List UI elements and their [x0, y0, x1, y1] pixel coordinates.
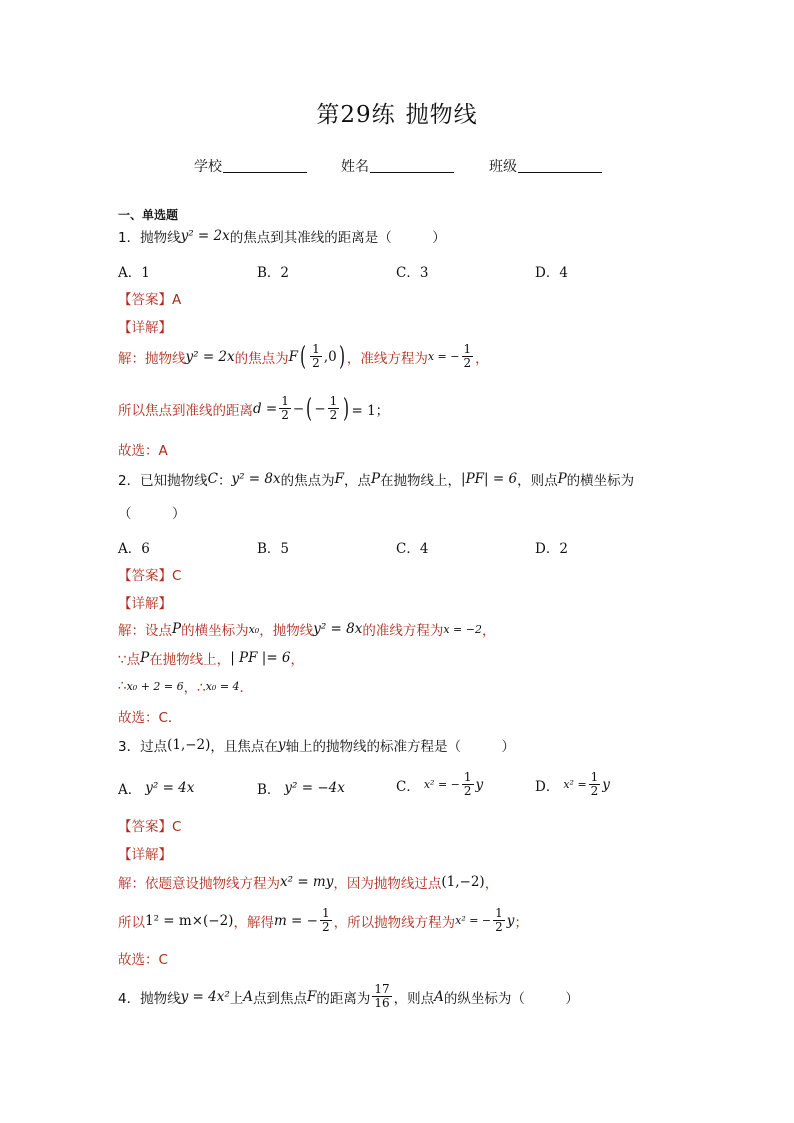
school-field[interactable]: 学校 [194, 156, 307, 176]
fraction: $\frac{1}{2}$ [321, 906, 330, 934]
q2-detail-label: 【详解】 [118, 596, 172, 612]
q1-solution-line-2: 所以焦点到准线的距离 d = $\frac{1}{2}$ − ( − $\frac{1}{2}$ ) = 1； [118, 393, 390, 424]
q2-option-a[interactable]: A．6 [118, 541, 150, 557]
q3-detail-label: 【详解】 [118, 847, 172, 863]
q2-option-d[interactable]: D．2 [535, 541, 568, 557]
class-blank[interactable] [518, 158, 602, 173]
q3-solution-line-1: 解：依题意设抛物线方程为 x² = my ，因为抛物线过点 (1,−2) ， [118, 874, 499, 892]
class-field[interactable]: 班级 [489, 156, 602, 176]
q2-answer: 【答案】C [118, 568, 182, 584]
q2-paren: （ ） [118, 506, 186, 522]
fraction: $\frac{1}{2}$ [495, 906, 503, 934]
q1-detail-label: 【详解】 [118, 320, 172, 336]
q1-option-a[interactable]: A．1 [118, 265, 150, 281]
school-blank[interactable] [223, 158, 307, 173]
fraction: $\frac{17}{16}$ [374, 982, 390, 1010]
q3-option-a[interactable]: A． y² = 4x [118, 780, 195, 798]
q3-option-d[interactable]: D． x² = $\frac{1}{2}$ y [535, 770, 610, 798]
page-title: 第29练 抛物线 [316, 102, 478, 128]
q2-solution-line-2: ∵点 P 在抛物线上， | PF |= 6 ， [118, 650, 305, 668]
name-blank[interactable] [370, 158, 454, 173]
fraction: $\frac{1}{2}$ [281, 394, 289, 422]
fraction: $\frac{1}{2}$ [312, 342, 320, 370]
question-1: 1．抛物线 y² = 2x 的焦点到其准线的距离是（ ） [118, 228, 446, 246]
q3-answer: 【答案】C [118, 819, 182, 835]
q3-option-c[interactable]: C． x² = − $\frac{1}{2}$ y [396, 770, 484, 798]
q1-conclusion: 故选：A [118, 443, 168, 459]
q1-option-b[interactable]: B．2 [257, 265, 290, 281]
q1-solution-line-1: 解：抛物线 y² = 2x 的焦点为 F ( $\frac{1}{2}$ , 0 ) ，准线方程为 x = − $\frac{1}{2}$ ， [118, 341, 489, 372]
name-field[interactable]: 姓名 [341, 156, 454, 176]
section-heading: 一、单选题 [118, 208, 179, 222]
fraction: $\frac{1}{2}$ [590, 770, 599, 798]
fraction: $\frac{1}{2}$ [329, 394, 338, 422]
q2-option-c[interactable]: C．4 [396, 541, 429, 557]
question-2: 2．已知抛物线 C ： y² = 8x 的焦点为 F ，点 P 在抛物线上， |PF| = 6 ，则点 P 的横坐标为 [118, 471, 635, 489]
q3-option-b[interactable]: B． y² = −4x [257, 780, 345, 798]
q1-option-c[interactable]: C．3 [396, 265, 429, 281]
question-3: 3．过点 (1,−2) ，且焦点在 y 轴上的抛物线的标准方程是（ ） [118, 737, 516, 755]
question-4: 4．抛物线 y = 4x² 上 A 点到焦点 F 的距离为 $\frac{17}{16}$ ，则点 A 的纵坐标为（ ） [118, 982, 579, 1010]
q2-conclusion: 故选：C． [118, 710, 182, 726]
q2-solution-line-3: ∴ x₀ + 2 = 6 ，∴ x₀ = 4 ． [118, 678, 254, 696]
q3-solution-line-2: 所以 1² = m×(−2) ，解得 m = − $\frac{1}{2}$ ，所以抛物线方程为 x² = − $\frac{1}{2}$ y ； [118, 906, 528, 934]
q2-option-b[interactable]: B．5 [257, 541, 290, 557]
q1-option-d[interactable]: D．4 [535, 265, 568, 281]
q1-answer: 【答案】A [118, 292, 182, 308]
fraction: $\frac{1}{2}$ [463, 342, 472, 370]
q3-conclusion: 故选：C [118, 952, 168, 968]
fraction: $\frac{1}{2}$ [463, 770, 472, 798]
q1-equation: y² = 2x [180, 228, 230, 244]
q2-solution-line-1: 解：设点 P 的横坐标为 x₀ ，抛物线 y² = 8x 的准线方程为 x = −2 ， [118, 621, 496, 639]
